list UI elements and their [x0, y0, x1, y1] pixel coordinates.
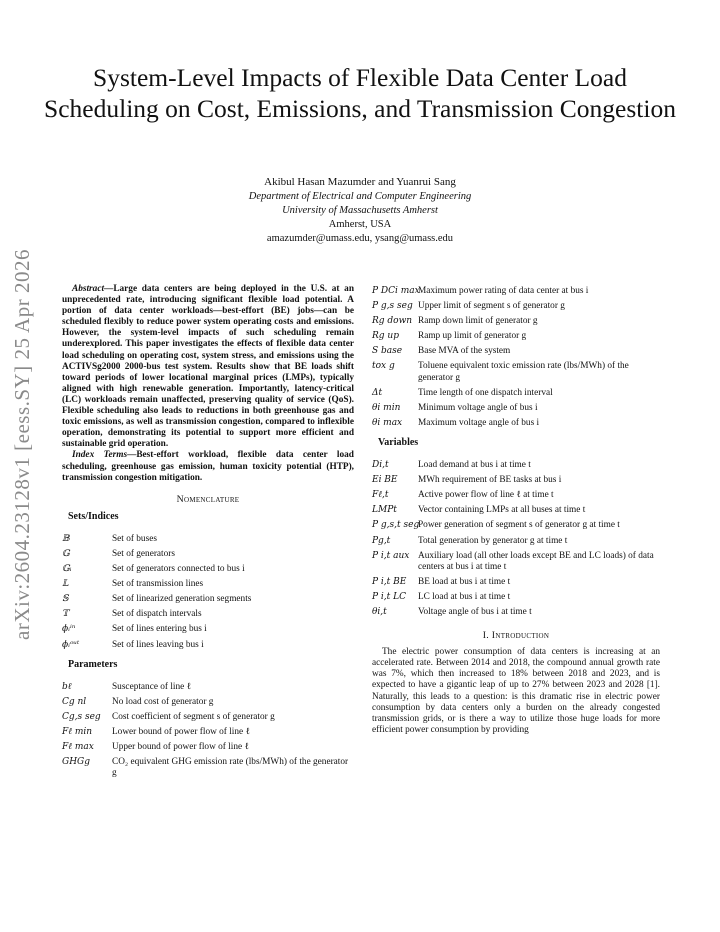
index-terms-label: Index Terms	[72, 450, 128, 461]
param-symbol: Cg,s seg	[62, 711, 101, 722]
variable-description: Total generation by generator g at time t	[418, 535, 568, 546]
param-description: Minimum voltage angle of bus i	[418, 402, 538, 413]
author-location: Amherst, USA	[328, 219, 392, 230]
sets-heading: Sets/Indices	[68, 510, 119, 522]
set-symbol: ϕᵢᵒᵘᵗ	[62, 639, 80, 650]
variable-description: Power generation of segment s of generator g at time t	[418, 520, 620, 531]
intro-heading: I. Introduction	[482, 630, 550, 642]
param-symbol: θi min	[372, 402, 401, 413]
set-description: Set of generators	[112, 548, 175, 559]
intro-body	[372, 647, 660, 736]
abstract	[62, 284, 354, 484]
variable-description: LC load at bus i at time t	[418, 591, 511, 602]
parameters-list-continued	[372, 284, 660, 431]
variable-description: Vector containing LMPs at all buses at time t	[418, 505, 586, 516]
set-description: Set of dispatch intervals	[112, 609, 202, 620]
param-symbol: P DCi max	[372, 286, 420, 296]
set-symbol: 𝔹	[62, 533, 70, 544]
variable-symbol: Fℓ,t	[372, 490, 389, 501]
intro-paragraph: The electric power consumption of data centers is increasing at an accelerated rate. Between 2014 and 2018, the compound annual growth rate was 7%, which then increased to 18% between 2018 and 2023, and is expected to have a gigantic leap of up to 27% between 2023 and 2028 [1]. Naturally, this leads to a question: is this dramatic rise in electric power consumption by data centers only a burden on the already congested transmission grids, or is there a way to utilize those huge loads for more efficient power consumption by providing	[372, 647, 660, 735]
variable-symbol: Ei BE	[372, 475, 398, 486]
param-symbol: Fℓ max	[62, 742, 94, 753]
variables-list	[372, 458, 660, 620]
parameters-list	[62, 680, 354, 782]
param-symbol: θi max	[372, 417, 403, 428]
abstract-label: Abstract	[72, 284, 105, 294]
variable-symbol: LMPt	[372, 505, 397, 516]
variables-heading: Variables	[378, 436, 419, 448]
paper-title: System-Level Impacts of Flexible Data Center Load Scheduling on Cost, Emissions, and Transmission Congestion	[44, 63, 676, 123]
variable-description: Auxiliary load (all other loads except BE and LC loads) of data centers at bus i at time t	[418, 550, 654, 572]
param-description: Susceptance of line ℓ	[112, 681, 192, 692]
set-description: Set of generators connected to bus i	[112, 564, 245, 575]
param-description: Ramp down limit of generator g	[418, 316, 538, 327]
param-description: Maximum power rating of data center at bus i	[418, 286, 589, 296]
param-description: Upper limit of segment s of generator g	[418, 301, 565, 312]
param-description: Cost coefficient of segment s of generator g	[112, 711, 275, 722]
param-symbol: P g,s seg	[372, 301, 413, 312]
author-univ: University of Massachusetts Amherst	[282, 205, 438, 216]
set-description: Set of lines entering bus i	[112, 624, 207, 635]
param-description: Base MVA of the system	[418, 346, 511, 357]
arxiv-stamp: arXiv:2604.23128v1 [eess.SY] 25 Apr 2026	[10, 249, 34, 640]
variable-description: Active power flow of line ℓ at time t	[418, 490, 554, 501]
param-symbol: Rg up	[372, 331, 399, 342]
variable-description: MWh requirement of BE tasks at bus i	[418, 475, 562, 486]
set-symbol: 𝕋	[62, 609, 69, 620]
param-symbol: Δt	[372, 387, 383, 398]
nomenclature-heading: Nomenclature	[176, 493, 240, 505]
set-symbol: 𝔾	[62, 548, 70, 559]
param-description: Upper bound of power flow of line ℓ	[112, 742, 249, 753]
set-symbol: 𝕃	[62, 579, 69, 590]
param-symbol: S base	[372, 346, 403, 357]
author-email[interactable]: amazumder@umass.edu, ysang@umass.edu	[266, 233, 454, 244]
param-description: No load cost of generator g	[112, 696, 214, 707]
variable-symbol: Pg,t	[372, 535, 391, 546]
set-description: Set of linearized generation segments	[112, 594, 252, 605]
param-symbol: Fℓ min	[62, 727, 93, 737]
author-block	[60, 175, 660, 246]
parameters-heading: Parameters	[68, 658, 118, 670]
variable-symbol: P i,t BE	[372, 576, 407, 587]
right-column	[372, 284, 660, 736]
variable-symbol: θi,t	[372, 606, 387, 617]
index-terms-text: —Best-effort workload, flexible data center load scheduling, greenhouse gas emission, human toxicity potential (HTP), transmission congestion mitigation.	[62, 450, 354, 483]
param-description: Toluene equivalent toxic emission rate (lbs/MWh) of the generator g	[418, 361, 629, 383]
set-symbol: ϕᵢⁱⁿ	[62, 624, 76, 635]
param-symbol: Cg nl	[62, 696, 87, 707]
author-names: Akibul Hasan Mazumder and Yuanrui Sang	[264, 176, 456, 188]
abstract-text: —Large data centers are being deployed in the U.S. at an unprecedented rate, introducing significant flexible load potential. A portion of data center workloads—best-effort (BE) jobs—can be scheduled flexibly to reduce power system operating costs and emissions. However, the system-level impacts of such scheduling remain underexplored. This paper investigates the effects of flexible data center load scheduling on operating cost, system stress, and emissions using the ACTIVSg2000 2000-bus test system. Results show that BE loads shift toward periods of lower locational marginal prices (LMPs), typically aligned with high renewable generation. Importantly, latency-critical (LC) workloads remain unaffected, preserving quality of service (QoS). Flexible scheduling also leads to reductions in both greenhouse gas and toxic emissions, as well as transmission congestion, compared to inflexible operation, demonstrating its potential to support more efficient and sustainable grid operation.	[62, 284, 354, 450]
param-description: Time length of one dispatch interval	[418, 387, 553, 398]
variable-description: Load demand at bus i at time t	[418, 460, 531, 471]
set-description: Set of lines leaving bus i	[112, 639, 204, 650]
variable-description: BE load at bus i at time t	[418, 576, 511, 587]
sets-list	[62, 532, 354, 653]
variable-symbol: P g,s,t seg	[372, 520, 420, 531]
variable-symbol: P i,t LC	[372, 591, 406, 602]
set-symbol: 𝕊	[62, 594, 69, 605]
author-dept: Department of Electrical and Computer Engineering	[248, 191, 472, 202]
param-symbol: Rg down	[372, 316, 413, 327]
set-description: Set of buses	[112, 533, 157, 544]
set-description: Set of transmission lines	[112, 579, 204, 590]
variable-symbol: Di,t	[372, 460, 389, 471]
set-symbol: 𝔾ᵢ	[62, 564, 72, 575]
variable-symbol: P i,t aux	[372, 550, 410, 561]
param-description: Lower bound of power flow of line ℓ	[112, 727, 250, 737]
param-symbol: bℓ	[62, 681, 72, 692]
param-description: CO₂ equivalent GHG emission rate (lbs/MWh) of the generator g	[112, 757, 349, 779]
left-column	[62, 284, 354, 781]
variable-description: Voltage angle of bus i at time t	[418, 606, 532, 617]
param-description: Ramp up limit of generator g	[418, 331, 527, 342]
param-symbol: tox g	[372, 361, 395, 372]
param-symbol: GHGg	[62, 757, 90, 768]
param-description: Maximum voltage angle of bus i	[418, 417, 540, 428]
